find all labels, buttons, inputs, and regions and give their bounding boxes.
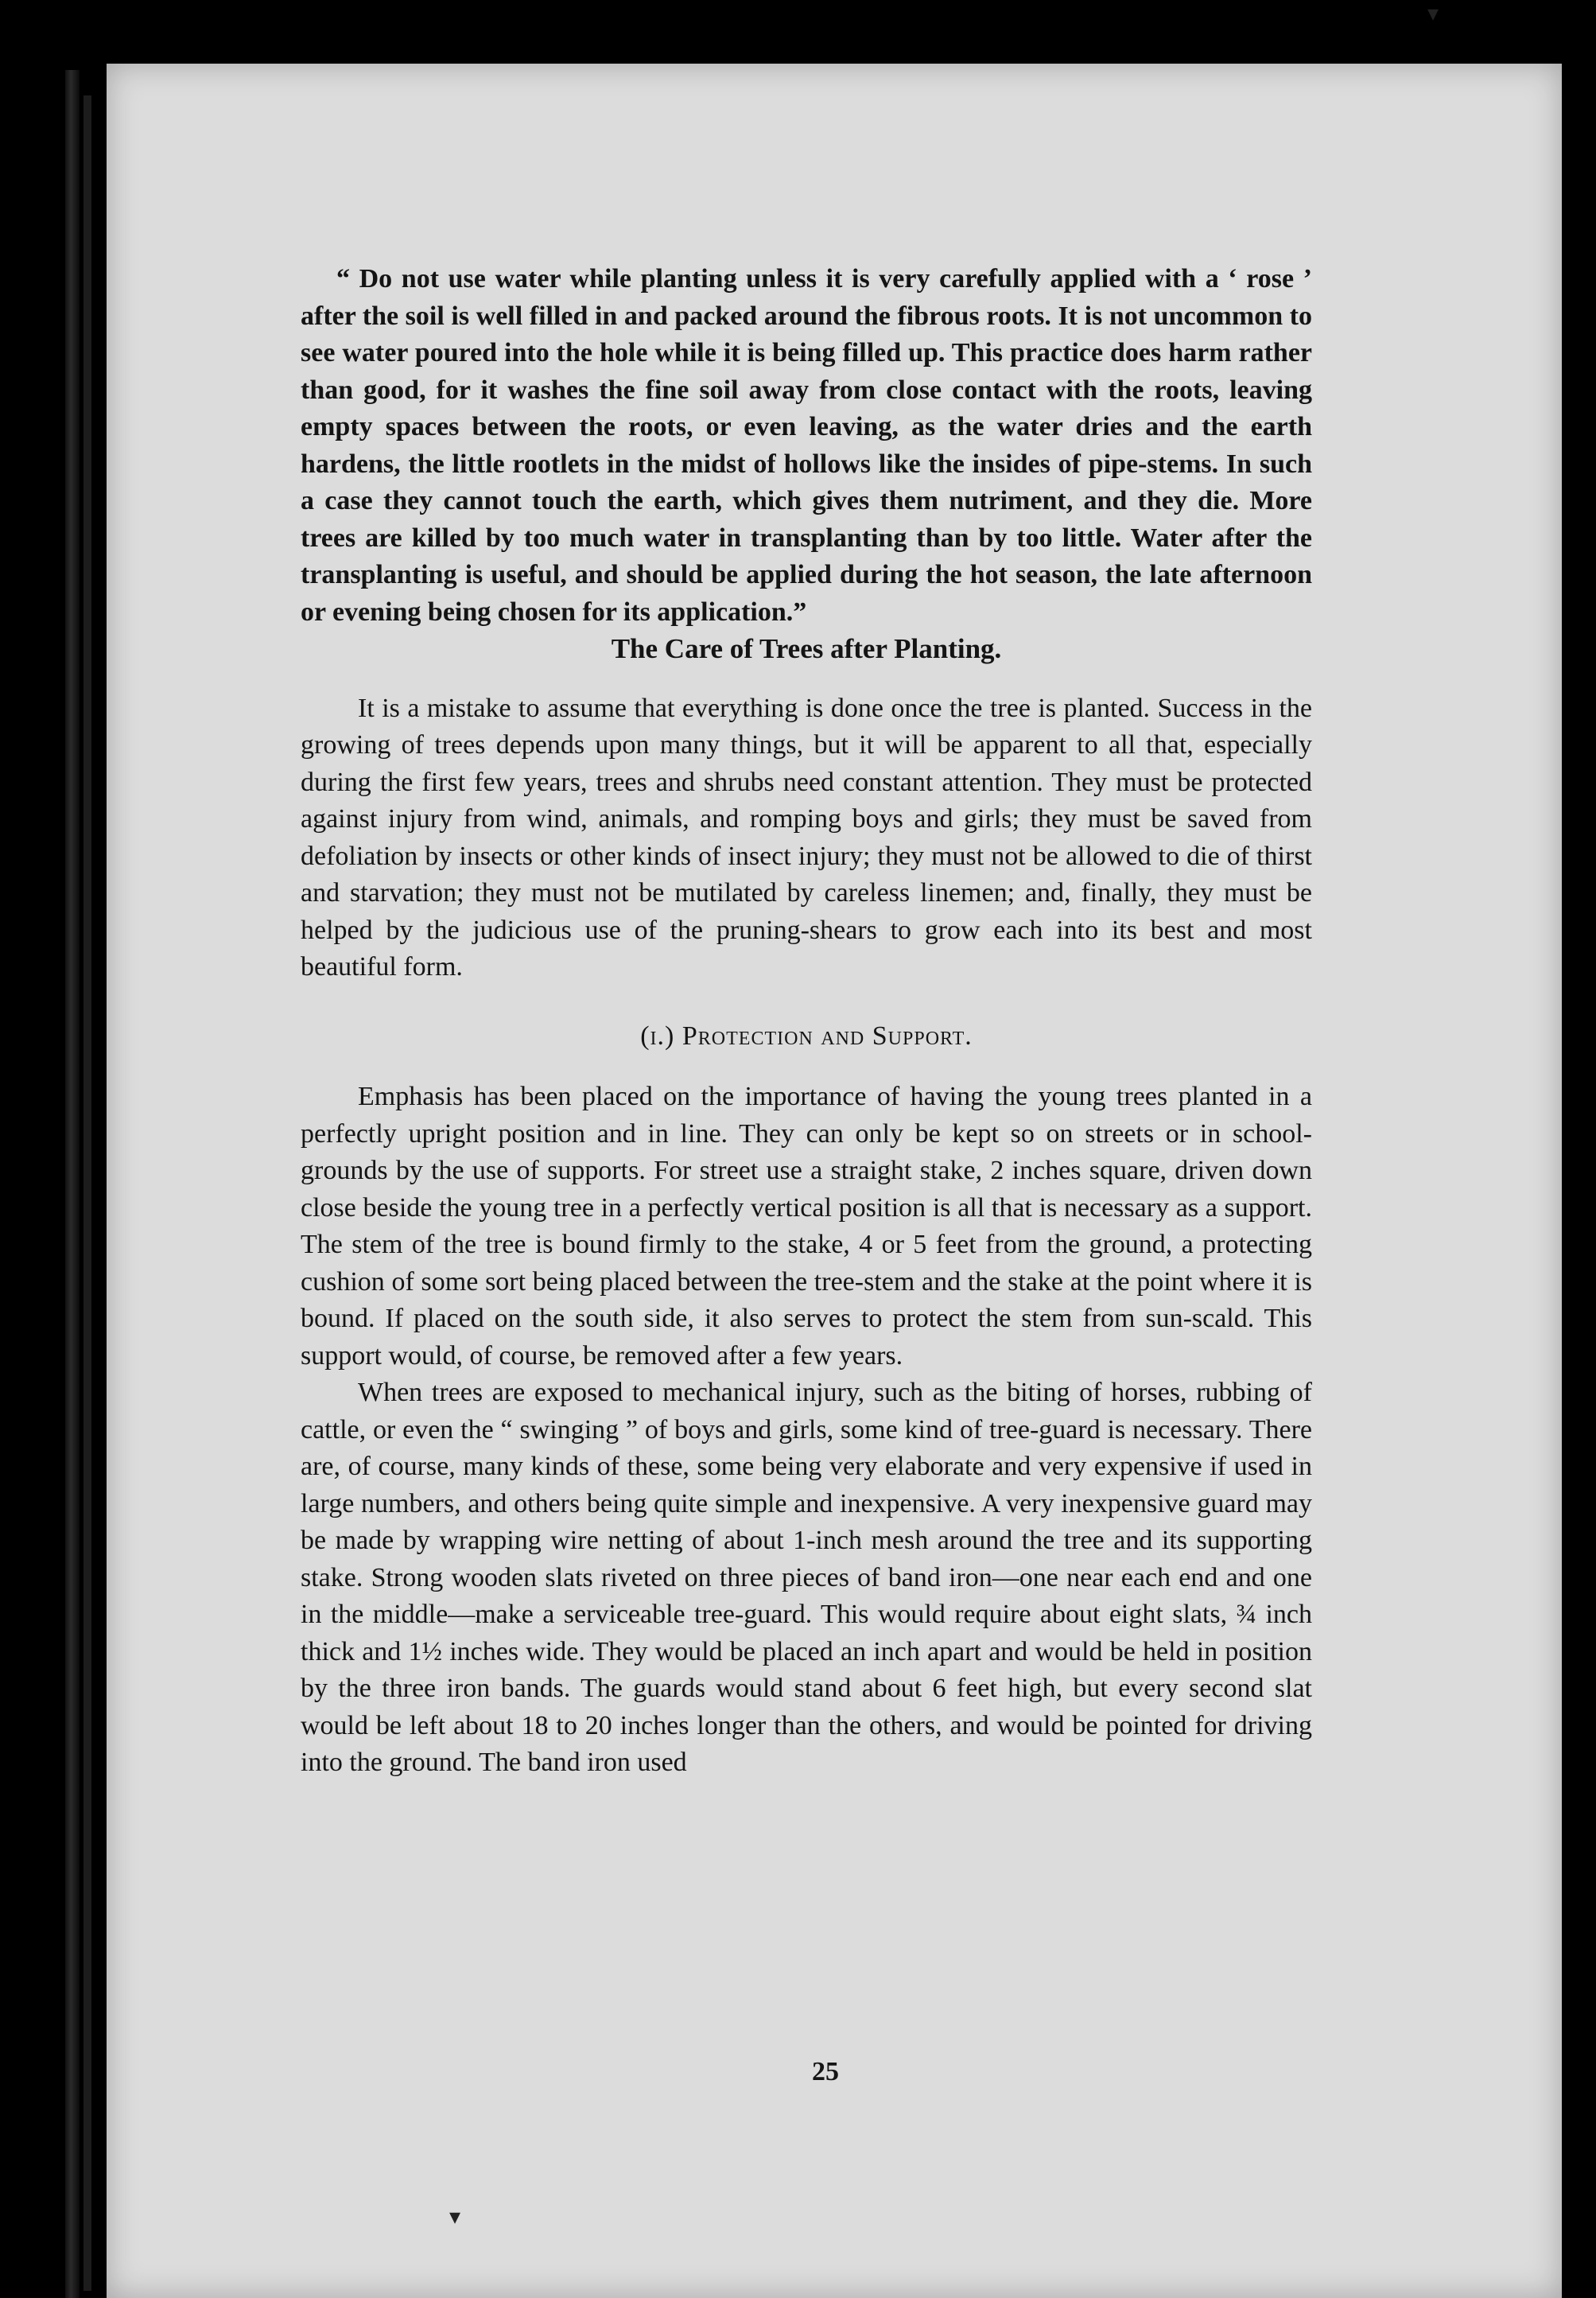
quote-paragraph: “ Do not use water while planting unless it is very carefully applied with a ‘ rose ’ after the soil is well filled in and packed around the fibrous roots. It is not uncommon to see water poured into the hole while it is being filled up. This practice does harm rather than good, for it washes the fine soil away from close contact with the roots, leaving empty spaces between the roots, or even leaving, as the water dries and the earth hardens, the little rootlets in the midst of hollows like the insides of pipe-stems. In such a case they cannot touch the earth, which gives them nutriment, and they die. More trees are killed by too much water in transplanting than by too little. Water after the transplanting is useful, and should be applied during the hot season, the late afternoon or evening being chosen for its application.”: [301, 264, 1312, 627]
subsection-heading: (i.) Protection and Support.: [640, 1021, 973, 1051]
care-paragraph: It is a mistake to assume that everything is done once the tree is planted. Success in the growing of trees depends upon many things, but it will be apparent to all that, especially during the first few years, trees and shrubs need constant attention. They must be protected against injury from wind, animals, and romping boys and girls; they must be saved from defoliation by insects or other kinds of insect injury; they must not be allowed to die of thirst and starvation; they must not be mutilated by careless linemen; and, finally, they must be helped by the judicious use of the pruning-shears to grow each into its best and most beautiful form.: [301, 693, 1312, 982]
page-number: 25: [812, 2057, 839, 2086]
book-binding-edge: [65, 70, 80, 2298]
scan-speck: ▾: [449, 2205, 461, 2230]
page-body: [301, 261, 1312, 1782]
section-heading: The Care of Trees after Planting.: [611, 633, 1002, 664]
scan-speck: ▾: [1427, 2, 1439, 26]
support-paragraph: Emphasis has been placed on the importance of having the young trees planted in a perfectly upright position and in line. They can only be kept so on streets or in school-grounds by the use of supports. For street use a straight stake, 2 inches square, driven down close beside the young tree in a perfectly vertical position is all that is necessary as a support. The stem of the tree is bound firmly to the stake, 4 or 5 feet from the ground, a protecting cushion of some sort being placed between the tree-stem and the stake at the point where it is bound. If placed on the south side, it also serves to protect the stem from sun-scald. This support would, of course, be removed after a few years.: [301, 1082, 1312, 1371]
guard-paragraph: When trees are exposed to mechanical injury, such as the biting of horses, rubbing of cattle, or even the “ swinging ” of boys and girls, some kind of tree-guard is necessary. There are, of course, many kinds of these, some being very elaborate and very expensive if used in large numbers, and others being quite simple and inexpensive. A very inexpensive guard may be made by wrapping wire netting of about 1-inch mesh around the tree and its supporting stake. Strong wooden slats riveted on three pieces of band iron—one near each end and one in the middle—make a serviceable tree-guard. This would require about eight slats, ¾ inch thick and 1½ inches wide. They would be placed an inch apart and would be held in position by the three iron bands. The guards would stand about 6 feet high, but every second slat would be left about 18 to 20 inches longer than the others, and would be pointed for driving into the ground. The band iron used: [301, 1378, 1312, 1777]
book-binding-shadow: [83, 95, 91, 2291]
